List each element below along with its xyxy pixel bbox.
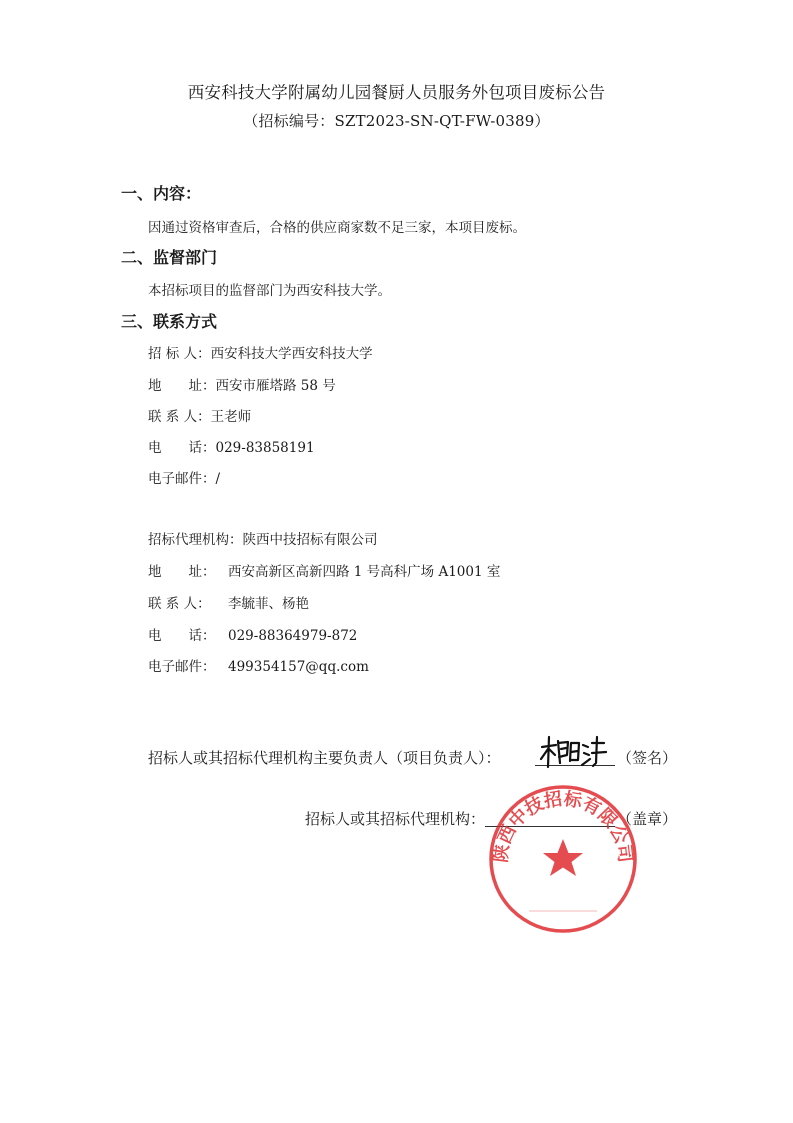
tenderer-phone-row xyxy=(148,436,315,456)
tenderer-address-row xyxy=(148,374,336,394)
leader-signature-label: 招标人或其招标代理机构主要负责人（项目负责人）： xyxy=(148,749,501,767)
agency-email-label: 电子邮件： xyxy=(148,659,216,675)
section-1-text: 因通过资格审查后，合格的供应商家数不足三家，本项目废标。 xyxy=(148,220,526,236)
agency-address: 西安高新区高新四路 1 号高科广场 A1001 室 xyxy=(228,564,501,580)
org-seal-label: 招标人或其招标代理机构： xyxy=(305,810,486,828)
org-seal-suffix: （盖章） xyxy=(617,810,678,828)
agency-name-label: 招标代理机构： xyxy=(148,532,243,548)
section-1-heading: 一、内容： xyxy=(121,184,202,203)
agency-name: 陕西中技招标有限公司 xyxy=(242,532,378,548)
tenderer-address: 西安市雁塔路 58 号 xyxy=(215,378,336,394)
bid-number: （招标编号：SZT2023-SN-QT-FW-0389） xyxy=(243,112,550,130)
tenderer-phone: 029-83858191 xyxy=(215,440,315,456)
document-title: 西安科技大学附属幼儿园餐厨人员服务外包项目废标公告 xyxy=(187,83,606,102)
agency-phone: 029-88364979-872 xyxy=(228,628,358,644)
agency-contact-label: 联 系 人： xyxy=(148,596,211,612)
tenderer-address-label: 地 址： xyxy=(148,378,216,394)
tenderer-email-label: 电子邮件： xyxy=(148,471,216,487)
tenderer-contact-row xyxy=(148,405,251,425)
agency-email-row xyxy=(148,655,369,675)
agency-contact-row xyxy=(148,592,309,612)
agency-address-label: 地 址： xyxy=(148,564,216,580)
agency-address-row xyxy=(148,560,500,580)
tenderer-email-row xyxy=(148,467,220,487)
tenderer-name-label: 招 标 人： xyxy=(148,346,211,362)
tenderer-contact: 王老师 xyxy=(210,409,252,425)
tenderer-contact-label: 联 系 人： xyxy=(148,409,211,425)
section-3-heading: 三、联系方式 xyxy=(121,312,218,331)
tenderer-phone-label: 电 话： xyxy=(148,440,216,456)
agency-email: 499354157@qq.com xyxy=(228,659,369,675)
agency-phone-row xyxy=(148,624,357,644)
agency-contact: 李毓菲、杨艳 xyxy=(228,596,309,612)
company-seal-icon xyxy=(487,783,639,935)
tenderer-name: 西安科技大学西安科技大学 xyxy=(210,346,373,362)
section-2-heading: 二、监督部门 xyxy=(121,248,218,267)
agency-name-row xyxy=(148,528,378,548)
seal-text: 陕西中技招标有限公司 xyxy=(490,788,636,864)
handwritten-signature-icon xyxy=(538,733,610,771)
agency-phone-label: 电 话： xyxy=(148,628,216,644)
leader-signature-suffix: （签名） xyxy=(617,749,678,767)
tenderer-email: / xyxy=(215,471,221,487)
tenderer-name-row xyxy=(148,342,373,362)
section-2-text: 本招标项目的监督部门为西安科技大学。 xyxy=(148,283,391,299)
